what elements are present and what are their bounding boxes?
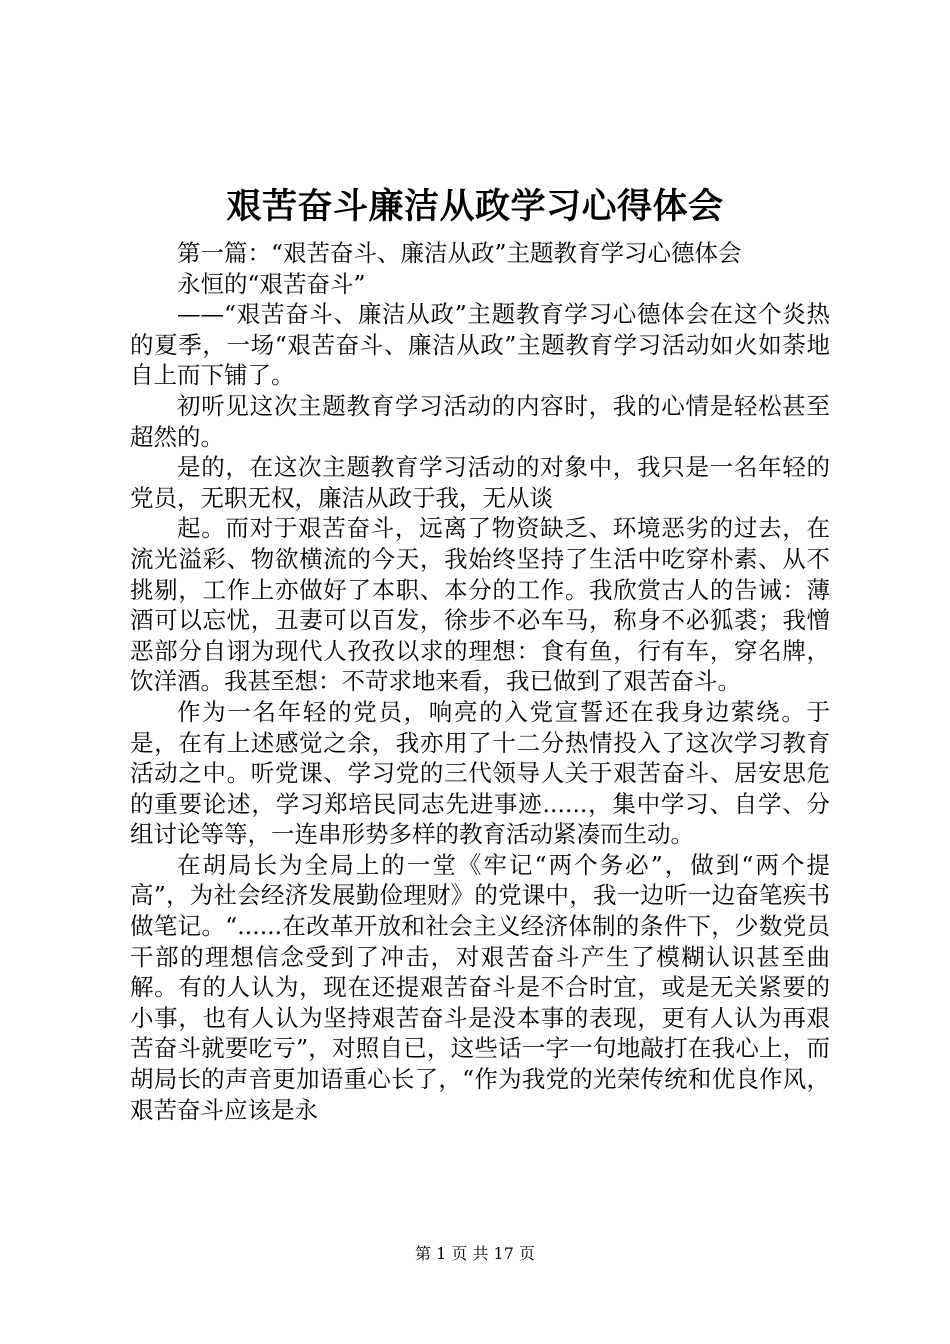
paragraph: 永恒的“艰苦奋斗” (177, 269, 366, 298)
document-body (130, 238, 830, 1125)
page-footer: 第 1 页 共 17 页 (415, 1244, 535, 1263)
paragraph: 在胡局长为全局上的一堂《牢记“两个务必”，做到“两个提高”，为社会经济发展勤俭理财》的党课中，我一边听一边奋笔疾书做笔记。“......在改革开放和社会主义经济体制的条件下，少数党员干部的理想信念受到了冲击，对艰苦奋斗产生了模糊认识甚至曲解。有的人认为，现在还提艰苦奋斗是不合时宜，或是无关紧要的小事，也有人认为坚持艰苦奋斗是没本事的表现，更有人认为再艰苦奋斗就要吃亏”，对照自已，这些话一字一句地敲打在我心上，而胡局长的声音更加语重心长了，“作为我党的光荣传统和优良作风，艰苦奋斗应该是永 (130, 850, 830, 1124)
paragraph: ——“艰苦奋斗、廉洁从政”主题教育学习心德体会在这个炎热的夏季，一场“艰苦奋斗、廉洁从政”主题教育学习活动如火如荼地自上而下铺了。 (130, 300, 830, 390)
paragraph: 起。而对于艰苦奋斗，远离了物资缺乏、环境恶劣的过去，在流光溢彩、物欲横流的今天，我始终坚持了生活中吃穿朴素、从不挑剔，工作上亦做好了本职、本分的工作。我欣赏古人的告诫：薄酒可以忘忧，丑妻可以百发，徐步不必车马，称身不必狐裘；我憎恶部分自诩为现代人孜孜以求的理想：食有鱼，行有车，穿名牌，饮洋酒。我甚至想：不苛求地来看，我已做到了艰苦奋斗。 (130, 514, 830, 696)
document-title: 艰苦奋斗廉洁从政学习心得体会 (226, 186, 724, 227)
paragraph: 是的，在这次主题教育学习活动的对象中，我只是一名年轻的党员，无职无权，廉洁从政于我，无从谈 (130, 453, 830, 512)
paragraph: 作为一名年轻的党员，响亮的入党宣誓还在我身边萦绕。于是，在有上述感觉之余，我亦用了十二分热情投入了这次学习教育活动之中。听党课、学习党的三代领导人关于艰苦奋斗、居安思危的重要论述，学习郑培民同志先进事迹......，集中学习、自学、分组讨论等等，一连串形势多样的教育活动紧凑而生动。 (130, 697, 830, 849)
paragraph: 初听见这次主题教育学习活动的内容时，我的心情是轻松甚至超然的。 (130, 391, 830, 451)
paragraph: 第一篇：“艰苦奋斗、廉洁从政”主题教育学习心德体会 (177, 239, 742, 267)
